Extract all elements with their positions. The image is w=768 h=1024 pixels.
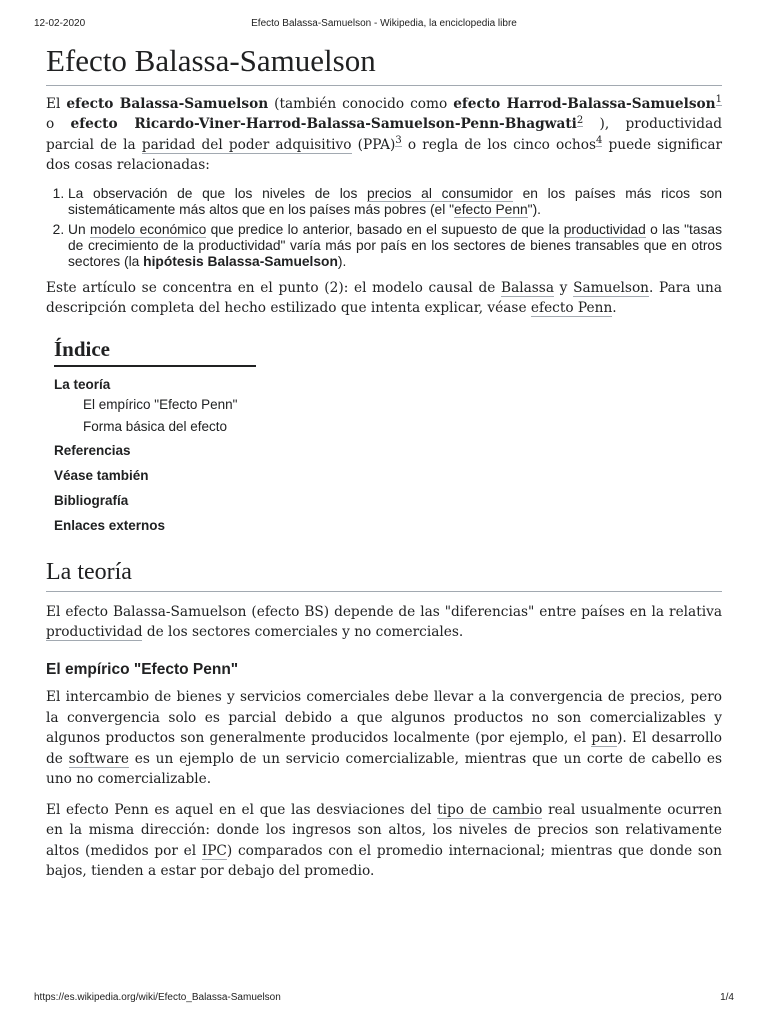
text: de los sectores comerciales y no comerciales. xyxy=(142,624,464,641)
section-heading-la-teoria: La teoría xyxy=(46,558,722,592)
print-header xyxy=(0,18,768,32)
toc-item-enlaces-externos[interactable]: Enlaces externos xyxy=(54,517,166,533)
bold-term: efecto Ricardo-Viner-Harrod-Balassa-Samuelson-Penn-Bhagwati xyxy=(70,116,577,133)
reference-link[interactable]: 2 xyxy=(576,114,584,126)
text: . xyxy=(612,300,617,317)
list-item xyxy=(68,222,722,270)
text: puede significar dos cosas relacionadas: xyxy=(46,136,723,174)
print-url: https://es.wikipedia.org/wiki/Efecto_Balassa-Samuelson xyxy=(34,992,281,1003)
link-pan[interactable]: pan xyxy=(591,730,618,747)
text: La observación de que los niveles de los xyxy=(68,185,368,201)
text: o las "tasas de crecimiento de la productividad" varía más por país en los sectores de bienes transables que en otros sectores (la xyxy=(68,221,722,269)
text: que predice lo anterior, basado en el supuesto de que la xyxy=(206,221,564,237)
text: ) comparados con el promedio internacional; mientras que donde son bajos, tienden a estar por debajo del promedio. xyxy=(46,842,722,880)
link-software[interactable]: software xyxy=(68,750,129,767)
link-precios-consumidor[interactable]: precios al consumidor xyxy=(367,185,513,201)
bold-term: hipótesis Balassa-Samuelson xyxy=(143,253,338,269)
link-productividad[interactable]: productividad xyxy=(46,624,143,641)
text: (también conocido como xyxy=(268,95,454,112)
table-of-contents xyxy=(54,337,256,538)
text: (PPA) xyxy=(351,136,396,153)
text: Un xyxy=(68,221,90,237)
link-productividad[interactable]: productividad xyxy=(563,221,646,237)
toc-item-vease-tambien[interactable]: Véase también xyxy=(54,467,149,483)
text: El efecto Balassa-Samuelson (efecto BS) depende de las "diferencias" entre países en la relativa xyxy=(46,603,722,620)
toc-item-la-teoria[interactable]: La teoría xyxy=(54,376,111,392)
link-samuelson[interactable]: Samuelson xyxy=(573,279,649,296)
meanings-list xyxy=(46,186,722,270)
link-efecto-penn[interactable]: efecto Penn xyxy=(530,300,613,317)
text: ), productividad parcial de la xyxy=(46,116,722,153)
print-page-number: 1/4 xyxy=(720,992,734,1003)
text: ). xyxy=(337,253,347,269)
scope-paragraph xyxy=(46,278,722,319)
penn-paragraph-1 xyxy=(46,687,722,790)
text: El intercambio de bienes y servicios comerciales debe llevar a la convergencia de precios, pero la convergencia solo es parcial debido a que algunos productos no son comercializables y algunos productos son generalmente producidos localmente (por ejemplo, el xyxy=(46,689,722,747)
text: El xyxy=(46,95,67,112)
bold-term: efecto Balassa-Samuelson xyxy=(66,95,269,112)
text: Este artículo se concentra en el punto (2): el modelo causal de xyxy=(46,279,502,296)
text: o regla de los cinco ochos xyxy=(401,136,596,153)
link-modelo-economico[interactable]: modelo económico xyxy=(89,221,207,237)
toc-item-bibliografia[interactable]: Bibliografía xyxy=(54,492,129,508)
subsection-heading-efecto-penn: El empírico "Efecto Penn" xyxy=(46,660,239,678)
text: ). El desarrollo de xyxy=(46,730,722,767)
text: o xyxy=(46,116,71,133)
print-title: Efecto Balassa-Samuelson - Wikipedia, la enciclopedia libre xyxy=(251,18,517,29)
toc-item-referencias[interactable]: Referencias xyxy=(54,442,131,458)
text: en los países más ricos son sistemáticamente más altos que en los países más pobres (el " xyxy=(68,185,722,217)
text: El efecto Penn es aquel en el que las desviaciones del xyxy=(46,801,438,818)
link-balassa[interactable]: Balassa xyxy=(501,279,554,296)
print-footer xyxy=(0,992,768,1006)
link-paridad[interactable]: paridad del poder adquisitivo xyxy=(141,136,352,153)
teoria-paragraph xyxy=(46,602,722,643)
text: real usualmente ocurren en la misma dirección: donde los ingresos son altos, los niveles de precios son relativamente altos (medidos por el xyxy=(46,801,722,859)
bold-term: efecto Harrod-Balassa-Samuelson xyxy=(453,95,716,112)
intro-paragraph xyxy=(46,94,722,176)
text: y xyxy=(553,279,574,296)
toc-item-efecto-penn[interactable]: El empírico "Efecto Penn" xyxy=(83,396,238,412)
text: es un ejemplo de un servicio comercializable, mientras que un corte de cabello es uno no comercializable. xyxy=(46,750,722,788)
text: "). xyxy=(527,201,541,217)
article-content xyxy=(46,42,722,892)
text: . Para una descripción completa del hecho estilizado que intenta explicar, véase xyxy=(46,279,722,317)
print-date: 12-02-2020 xyxy=(34,18,86,29)
toc-title: Índice xyxy=(54,337,256,367)
page-title: Efecto Balassa-Samuelson xyxy=(46,42,722,86)
link-efecto-penn[interactable]: efecto Penn xyxy=(454,201,528,217)
penn-paragraph-2 xyxy=(46,800,722,882)
link-ipc[interactable]: IPC xyxy=(201,842,227,859)
reference-link[interactable]: 4 xyxy=(596,135,603,147)
list-item xyxy=(68,186,722,218)
reference-link[interactable]: 1 xyxy=(715,94,723,106)
toc-item-forma-basica[interactable]: Forma básica del efecto xyxy=(83,418,228,434)
reference-link[interactable]: 3 xyxy=(395,135,402,147)
link-tipo-de-cambio[interactable]: tipo de cambio xyxy=(437,801,543,818)
